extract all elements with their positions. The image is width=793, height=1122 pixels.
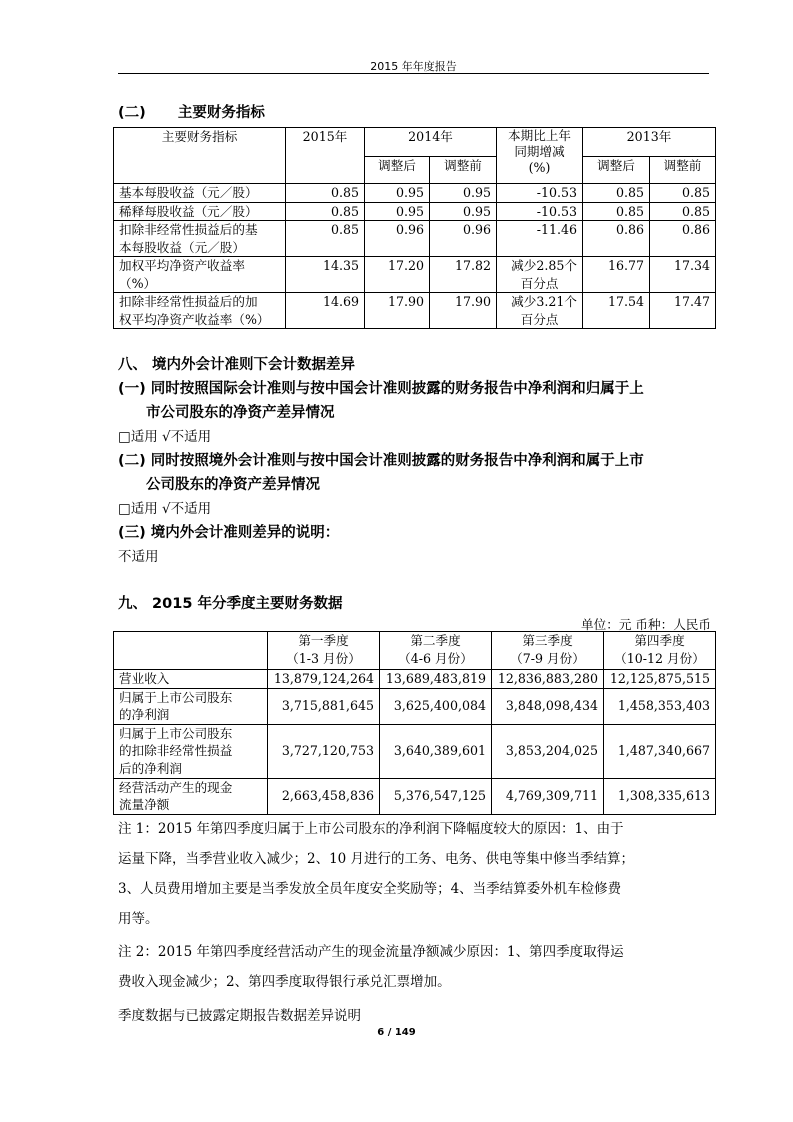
value-cell: 17.82 xyxy=(430,257,497,293)
quarter-header-q3: 第三季度 （7-9 月份） xyxy=(492,632,604,670)
note-2-line: 费收入现金减少；2、第四季度取得银行承兑汇票增加。 xyxy=(118,974,451,990)
section-eight-title: 八、 境内外会计准则下会计数据差异 xyxy=(118,357,356,373)
value-cell: 17.90 xyxy=(430,293,497,329)
row-label-line: 营业收入 xyxy=(119,671,170,686)
header-indicator: 主要财务指标 xyxy=(114,128,286,184)
note-2 xyxy=(118,937,712,997)
value-cell: 14.69 xyxy=(286,293,365,329)
header-divider xyxy=(118,73,709,74)
value-cell: 3,640,389,601 xyxy=(380,724,492,778)
row-label xyxy=(114,778,268,814)
table-header-row xyxy=(114,128,716,157)
row-label-line: 本每股收益（元／股） xyxy=(119,239,245,255)
row-label-line: 加权平均净资产收益率 xyxy=(119,258,245,273)
row-label-line: （%） xyxy=(119,275,157,291)
header-change xyxy=(497,128,583,184)
change-line: 百分点 xyxy=(520,311,559,327)
value-cell: 0.86 xyxy=(650,221,716,257)
quarter-diff-note: 季度数据与已披露定期报告数据差异说明 xyxy=(118,1008,361,1024)
value-cell: 0.85 xyxy=(286,184,365,203)
value-cell: 3,727,120,753 xyxy=(268,724,380,778)
value-cell: 12,125,875,515 xyxy=(604,670,716,689)
value-cell: 0.96 xyxy=(365,221,430,257)
value-cell: 5,376,547,125 xyxy=(380,778,492,814)
row-label-line: 稀释每股收益（元／股） xyxy=(119,203,258,219)
value-cell: 3,625,400,084 xyxy=(380,688,492,724)
value-cell: 17.90 xyxy=(365,293,430,329)
row-label-line: 的净利润 xyxy=(119,707,170,722)
value-cell: 0.96 xyxy=(430,221,497,257)
value-cell: 0.95 xyxy=(430,184,497,203)
value-cell: 1,308,335,613 xyxy=(604,778,716,814)
row-label xyxy=(114,670,268,689)
note-1-line: 用等。 xyxy=(118,911,159,927)
header-2013-adj-after: 调整后 xyxy=(583,157,650,184)
financial-indicators-body xyxy=(114,184,716,329)
row-label-line: 流量净额 xyxy=(119,797,170,812)
value-cell: 0.95 xyxy=(430,202,497,221)
header-2014-adj-before: 调整前 xyxy=(430,157,497,184)
note-1-line: 3、人员费用增加主要是当季发放全员年度安全奖励等；4、当季结算委外机车检修费 xyxy=(118,881,622,897)
quarterly-data-table xyxy=(113,631,716,815)
value-cell: 0.86 xyxy=(583,221,650,257)
change-line: 减少2.85个 xyxy=(511,258,577,273)
sub2-applicability: □适用 √不适用 xyxy=(118,501,212,517)
section-eight-sub1-line2: 市公司股东的净资产差异情况 xyxy=(146,405,335,421)
value-cell: 0.85 xyxy=(650,184,716,203)
section-eight-sub2-line1: (二) 同时按照境外会计准则与按中国会计准则披露的财务报告中净利润和属于上市 xyxy=(118,453,644,469)
header-2014: 2014年 xyxy=(365,128,497,157)
change-cell xyxy=(497,221,583,257)
header-change-line1: 本期比上年 xyxy=(508,128,571,143)
page-number: 6 / 149 xyxy=(377,1027,416,1038)
value-cell: 1,487,340,667 xyxy=(604,724,716,778)
value-cell: 17.34 xyxy=(650,257,716,293)
table-row xyxy=(114,202,716,221)
value-cell: 0.85 xyxy=(583,202,650,221)
row-label xyxy=(114,184,286,203)
sub1-applicability: □适用 √不适用 xyxy=(118,429,212,445)
change-cell xyxy=(497,184,583,203)
change-line: 减少3.21个 xyxy=(511,294,577,309)
value-cell: 0.85 xyxy=(286,202,365,221)
change-line: -10.53 xyxy=(536,185,577,200)
header-change-line2: 同期增减 xyxy=(514,144,565,159)
value-cell: 13,689,483,819 xyxy=(380,670,492,689)
row-label xyxy=(114,221,286,257)
row-label-line: 经营活动产生的现金 xyxy=(119,779,233,795)
sub3-text: 不适用 xyxy=(118,549,159,565)
note-1-line: 运量下降，当季营业收入减少；2、10 月进行的工务、电务、供电等集中修当季结算； xyxy=(118,851,635,867)
value-cell: 16.77 xyxy=(583,257,650,293)
quarter-header-q4: 第四季度 （10-12 月份） xyxy=(604,632,716,670)
section-eight-sub1-line1: (一) 同时按照国际会计准则与按中国会计准则披露的财务报告中净利润和归属于上 xyxy=(118,381,644,397)
unit-currency-note: 单位：元 币种：人民币 xyxy=(581,617,711,632)
table-row xyxy=(114,778,716,814)
value-cell: 4,769,309,711 xyxy=(492,778,604,814)
header-2013-adj-before: 调整前 xyxy=(650,157,716,184)
row-label xyxy=(114,202,286,221)
row-label-line: 归属于上市公司股东 xyxy=(119,725,233,741)
header-change-line3: (%) xyxy=(528,160,551,175)
value-cell: 3,848,098,434 xyxy=(492,688,604,724)
value-cell: 2,663,458,836 xyxy=(268,778,380,814)
note-2-line: 注 2：2015 年第四季度经营活动产生的现金流量净额减少原因：1、第四季度取得运 xyxy=(118,944,624,960)
change-cell xyxy=(497,202,583,221)
change-line: -10.53 xyxy=(536,203,577,219)
value-cell: 14.35 xyxy=(286,257,365,293)
change-cell xyxy=(497,293,583,329)
row-label xyxy=(114,293,286,329)
financial-indicators-table xyxy=(113,127,716,329)
table-row xyxy=(114,688,716,724)
table-row xyxy=(114,724,716,778)
value-cell: 17.54 xyxy=(583,293,650,329)
table-row xyxy=(114,257,716,293)
section-eight-sub3-title: (三) 境内外会计准则差异的说明： xyxy=(118,525,340,541)
value-cell: 17.20 xyxy=(365,257,430,293)
value-cell: 1,458,353,403 xyxy=(604,688,716,724)
change-line: 百分点 xyxy=(520,275,559,291)
quarter-header-row xyxy=(114,632,716,670)
value-cell: 12,836,883,280 xyxy=(492,670,604,689)
row-label-line: 扣除非经常性损益后的基 xyxy=(119,222,258,237)
page-header: 2015 年年度报告 xyxy=(370,60,457,73)
quarter-header-empty xyxy=(114,632,268,670)
note-1 xyxy=(118,814,712,934)
section-two-heading xyxy=(118,101,265,122)
header-2015: 2015年 xyxy=(286,128,365,184)
quarterly-data-body xyxy=(114,670,716,815)
value-cell: 0.95 xyxy=(365,184,430,203)
section-two-title: 主要财务指标 xyxy=(177,105,265,121)
header-2014-adj-after: 调整后 xyxy=(365,157,430,184)
section-nine-title: 九、 2015 年分季度主要财务数据 xyxy=(118,596,343,612)
row-label-line: 基本每股收益（元／股） xyxy=(119,185,258,200)
change-line: -11.46 xyxy=(536,222,577,237)
row-label xyxy=(114,257,286,293)
value-cell: 0.95 xyxy=(365,202,430,221)
section-two-number: (二) xyxy=(118,105,146,121)
section-eight-sub2-line2: 公司股东的净资产差异情况 xyxy=(146,477,320,493)
row-label xyxy=(114,724,268,778)
table-row xyxy=(114,293,716,329)
row-label-line: 后的净利润 xyxy=(119,760,182,776)
row-label-line: 权平均净资产收益率（%） xyxy=(119,311,270,327)
value-cell: 0.85 xyxy=(650,202,716,221)
table-row xyxy=(114,670,716,689)
value-cell: 3,853,204,025 xyxy=(492,724,604,778)
value-cell: 13,879,124,264 xyxy=(268,670,380,689)
row-label xyxy=(114,688,268,724)
value-cell: 0.85 xyxy=(286,221,365,257)
value-cell: 3,715,881,645 xyxy=(268,688,380,724)
quarter-header-q2: 第二季度 （4-6 月份） xyxy=(380,632,492,670)
row-label-line: 归属于上市公司股东 xyxy=(119,689,233,705)
change-cell xyxy=(497,257,583,293)
row-label-line: 扣除非经常性损益后的加 xyxy=(119,294,258,309)
value-cell: 0.85 xyxy=(583,184,650,203)
row-label-line: 的扣除非经常性损益 xyxy=(119,743,233,758)
value-cell: 17.47 xyxy=(650,293,716,329)
note-1-line: 注 1：2015 年第四季度归属于上市公司股东的净利润下降幅度较大的原因：1、由于 xyxy=(118,821,624,837)
table-row xyxy=(114,221,716,257)
header-2013: 2013年 xyxy=(583,128,716,157)
table-row xyxy=(114,184,716,203)
quarter-header-q1: 第一季度 （1-3 月份） xyxy=(268,632,380,670)
